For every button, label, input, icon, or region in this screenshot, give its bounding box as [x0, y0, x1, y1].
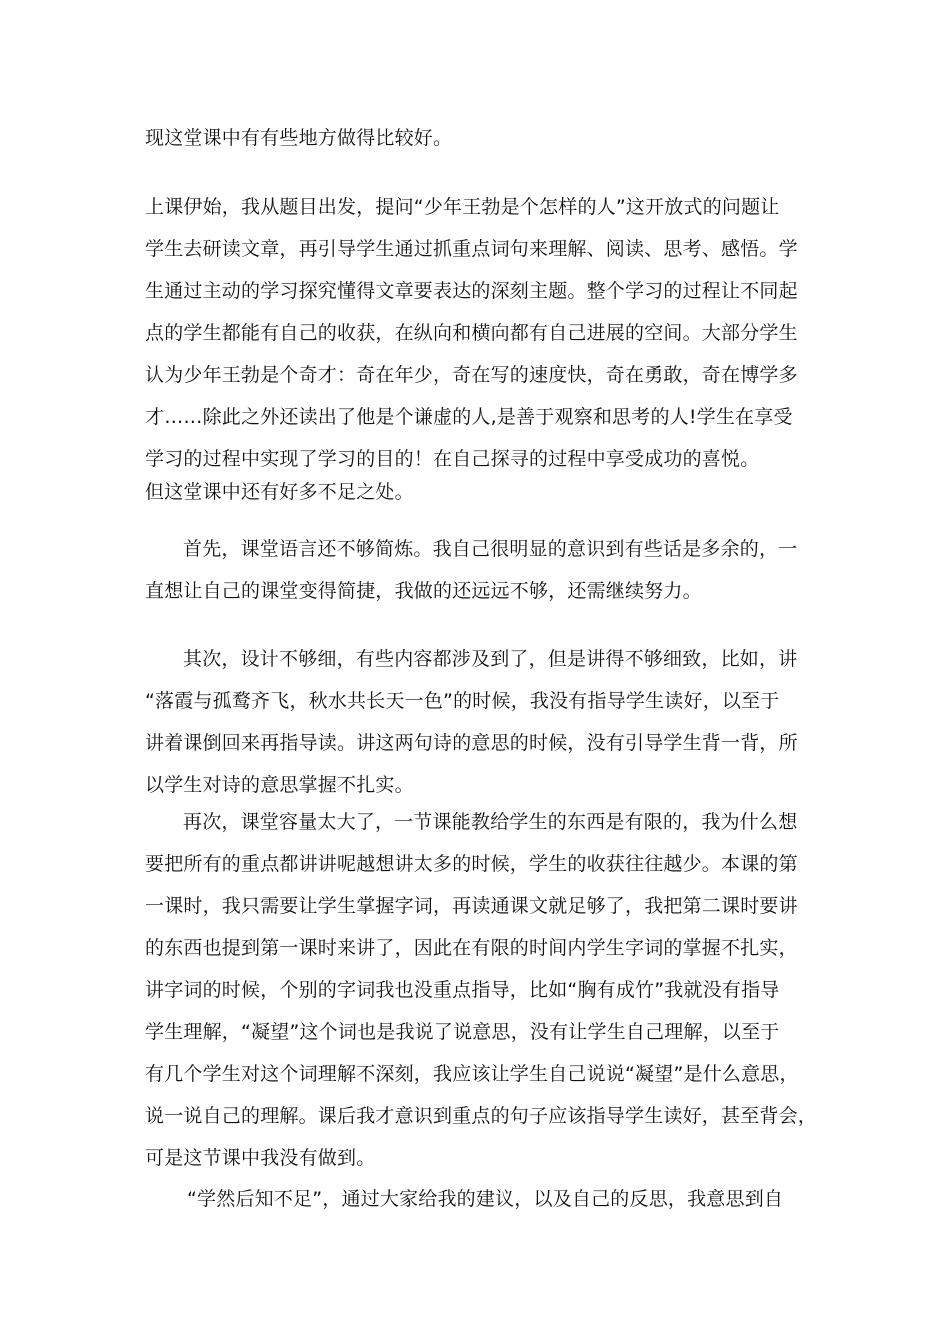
text-line: 学习的过程中实现了学习的目的！在自己探寻的过程中享受成功的喜悦。: [145, 448, 760, 470]
text-line: 才……除此之外还读出了他是个谦虚的人,是善于观察和思考的人!学生在享受: [145, 406, 793, 428]
text-line: “落霞与孤鹜齐飞，秋水共长天一色”的时候，我没有指导学生读好，以至于: [145, 690, 780, 712]
text-line: 认为少年王勃是个奇才：奇在年少，奇在写的速度快，奇在勇敢，奇在博学多: [145, 364, 798, 386]
text-line: 但这堂课中还有好多不足之处。: [145, 481, 414, 503]
text-line: 一课时，我只需要让学生掌握字词，再读通课文就足够了，我把第二课时要讲: [145, 895, 798, 917]
paragraph-3: [145, 471, 810, 513]
text-line: 以学生对诗的意思掌握不扎实。: [145, 774, 414, 796]
text-line: 要把所有的重点都讲讲呢越想讲太多的时候，学生的收获往往越少。本课的第: [145, 853, 798, 875]
text-line: 直想让自己的课堂变得简捷，我做的还远远不够，还需继续努力。: [145, 580, 702, 602]
text-line: 学生去研读文章，再引导学生通过抓重点词句来理解、阅读、思考、感悟。学: [145, 238, 798, 260]
text-line: 点的学生都能有自己的收获，在纵向和横向都有自己进展的空间。大部分学生: [145, 322, 798, 344]
text-line: “学然后知不足”，通过大家给我的建议，以及自己的反思，我意思到自: [187, 1188, 784, 1210]
paragraph-7: [145, 1178, 810, 1220]
text-line: 再次，课堂容量太大了，一节课能教给学生的东西是有限的，我为什么想: [183, 811, 798, 833]
text-line: 讲着课倒回来再指导读。讲这两句诗的意思的时候，没有引导学生背一背，所: [145, 732, 798, 754]
text-line: 说一说自己的理解。课后我才意识到重点的句子应该指导学生读好，甚至背会，: [145, 1105, 818, 1127]
paragraph-5: [145, 638, 810, 806]
paragraph-1: [145, 117, 810, 159]
text-line: 学生理解，“凝望”这个词也是我说了说意思，没有让学生自己理解，以至于: [145, 1021, 780, 1043]
text-line: 其次，设计不够细，有些内容都涉及到了，但是讲得不够细致，比如，讲: [183, 648, 798, 670]
paragraph-2: [145, 186, 810, 480]
paragraph-6: [145, 801, 818, 1179]
text-line: 的东西也提到第一课时来讲了，因此在有限的时间内学生字词的掌握不扎实，: [145, 937, 798, 959]
text-line: 上课伊始，我从题目出发，提问“少年王勃是个怎样的人”这开放式的问题让: [145, 196, 780, 218]
text-line: 首先，课堂语言还不够简炼。我自己很明显的意识到有些话是多余的，一: [183, 538, 798, 560]
text-line: 有几个学生对这个词理解不深刻，我应该让学生自己说说“凝望”是什么意思，: [145, 1063, 799, 1085]
text-line: 可是这节课中我没有做到。: [145, 1147, 376, 1169]
text-line: 讲字词的时候，个别的字词我也没重点指导，比如“胸有成竹”我就没有指导: [145, 979, 780, 1001]
text-line: 生通过主动的学习探究懂得文章要表达的深刻主题。整个学习的过程让不同起: [145, 280, 798, 302]
text-line: 现这堂课中有有些地方做得比较好。: [145, 127, 453, 149]
paragraph-4: [145, 528, 810, 612]
